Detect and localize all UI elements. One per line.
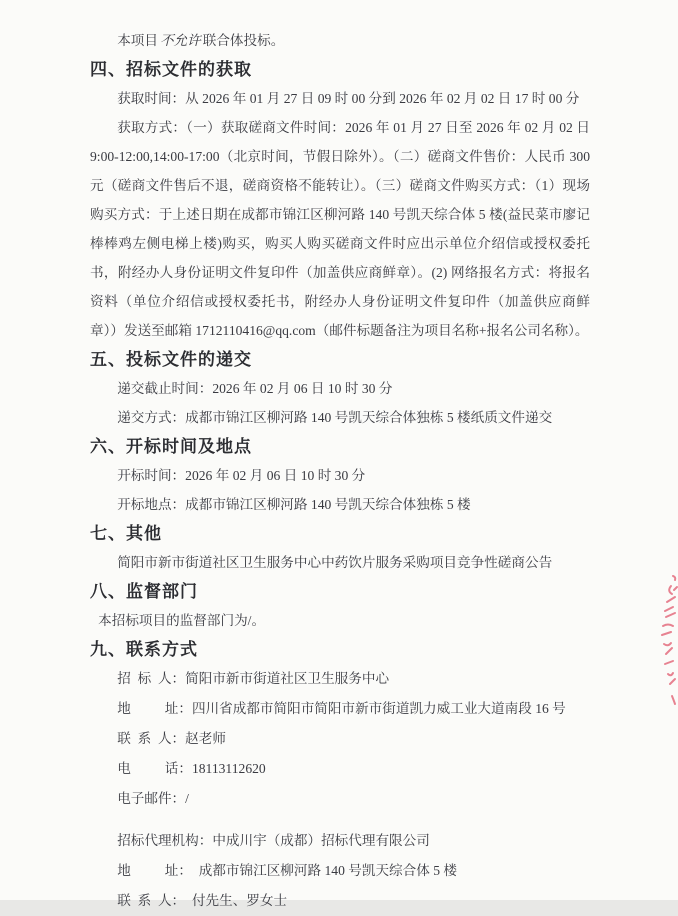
agency-row-name [90, 826, 590, 856]
document-body [90, 26, 590, 916]
contact-row-address [90, 694, 590, 724]
preamble-prefix: 本项目 [117, 33, 158, 48]
agency-value: 中成川宇（成都）招标代理有限公司 [212, 833, 430, 848]
section-4-obtain-time: 获取时间：从 2026 年 01 月 27 日 09 时 00 分到 2026 年 02 月 02 日 17 时 00 分 [117, 91, 580, 106]
contact-row-person [90, 724, 590, 754]
agency-person-label: 联 系 人： [117, 893, 192, 908]
section-8-supervisor: 本招标项目的监督部门为/。 [98, 613, 266, 628]
section-7-heading: 七、其他 [90, 524, 162, 543]
section-5-method: 递交方式：成都市锦江区柳河路 140 号凯天综合体独栋 5 楼纸质文件递交 [117, 410, 553, 425]
contact-row-tenderer [90, 664, 590, 694]
section-8-heading: 八、监督部门 [90, 582, 198, 601]
preamble-suffix: 联合体投标。 [202, 33, 285, 48]
section-9-heading: 九、联系方式 [90, 640, 198, 659]
person-value: 赵老师 [185, 731, 226, 746]
tenderer-label: 招 标 人： [117, 671, 186, 686]
agency-row-person [90, 886, 590, 916]
contact-row-email [90, 784, 590, 814]
address-label: 地 址： [117, 701, 192, 716]
section-7-notice-name: 简阳市新市街道社区卫生服务中心中药饮片服务采购项目竞争性磋商公告 [117, 555, 553, 570]
section-4-heading: 四、招标文件的获取 [90, 60, 252, 79]
section-6-heading: 六、开标时间及地点 [90, 437, 252, 456]
preamble-paragraph [90, 26, 590, 55]
section-5-heading: 五、投标文件的递交 [90, 350, 252, 369]
email-value: / [185, 791, 189, 806]
phone-value: 18113112620 [191, 761, 266, 776]
contact-row-phone [90, 754, 590, 784]
preamble-emphasis: 不允许 [159, 33, 201, 48]
tenderer-value: 简阳市新市街道社区卫生服务中心 [185, 671, 390, 686]
section-4-obtain-method: 获取方式：（一）获取磋商文件时间：2026 年 01 月 27 日至 2026 年 02 月 02 日 9:00-12:00,14:00-17:00（北京时间，节假日除外）。（二）磋商文件售价：人民币 300 元（磋商文件售后不退，磋商资格不能转让）。（三）磋商文件购买方式：（1）现场购买方式：于上述日期在成都市锦江区柳河路 140 号凯天综合体 5 楼(益民菜市廖记棒棒鸡左侧电梯上楼)购买，购买人购买磋商文件时应出示单位介绍信或授权委托书，附经办人身份证明文件复印件（加盖供应商鲜章）。(2) 网络报名方式：将报名资料（单位介绍信或授权委托书，附经办人身份证明文件复印件（加盖供应商鲜章））发送至邮箱 1712110416@qq.com（邮件标题备注为项目名称+报名公司名称）。 [90, 120, 590, 338]
agency-contact-block [90, 826, 590, 916]
agency-row-address [90, 856, 590, 886]
email-label: 电子邮件： [117, 791, 186, 806]
phone-label: 电 话： [117, 761, 192, 776]
agency-address-label: 地 址： [117, 863, 199, 878]
agency-person-value: 付先生、罗女士 [191, 893, 288, 908]
agency-address-value: 成都市锦江区柳河路 140 号凯天综合体 5 楼 [198, 863, 458, 878]
section-5-deadline: 递交截止时间：2026 年 02 月 06 日 10 时 30 分 [117, 381, 393, 396]
tenderer-contact-block [90, 664, 590, 814]
section-6-open-place: 开标地点：成都市锦江区柳河路 140 号凯天综合体独栋 5 楼 [117, 497, 471, 512]
address-value: 四川省成都市简阳市简阳市新市街道凯力威工业大道南段 16 号 [191, 701, 566, 716]
agency-label: 招标代理机构： [117, 833, 213, 848]
red-stamp-fragment-icon [650, 570, 678, 716]
section-6-open-time: 开标时间：2026 年 02 月 06 日 10 时 30 分 [117, 468, 366, 483]
person-label: 联 系 人： [117, 731, 186, 746]
